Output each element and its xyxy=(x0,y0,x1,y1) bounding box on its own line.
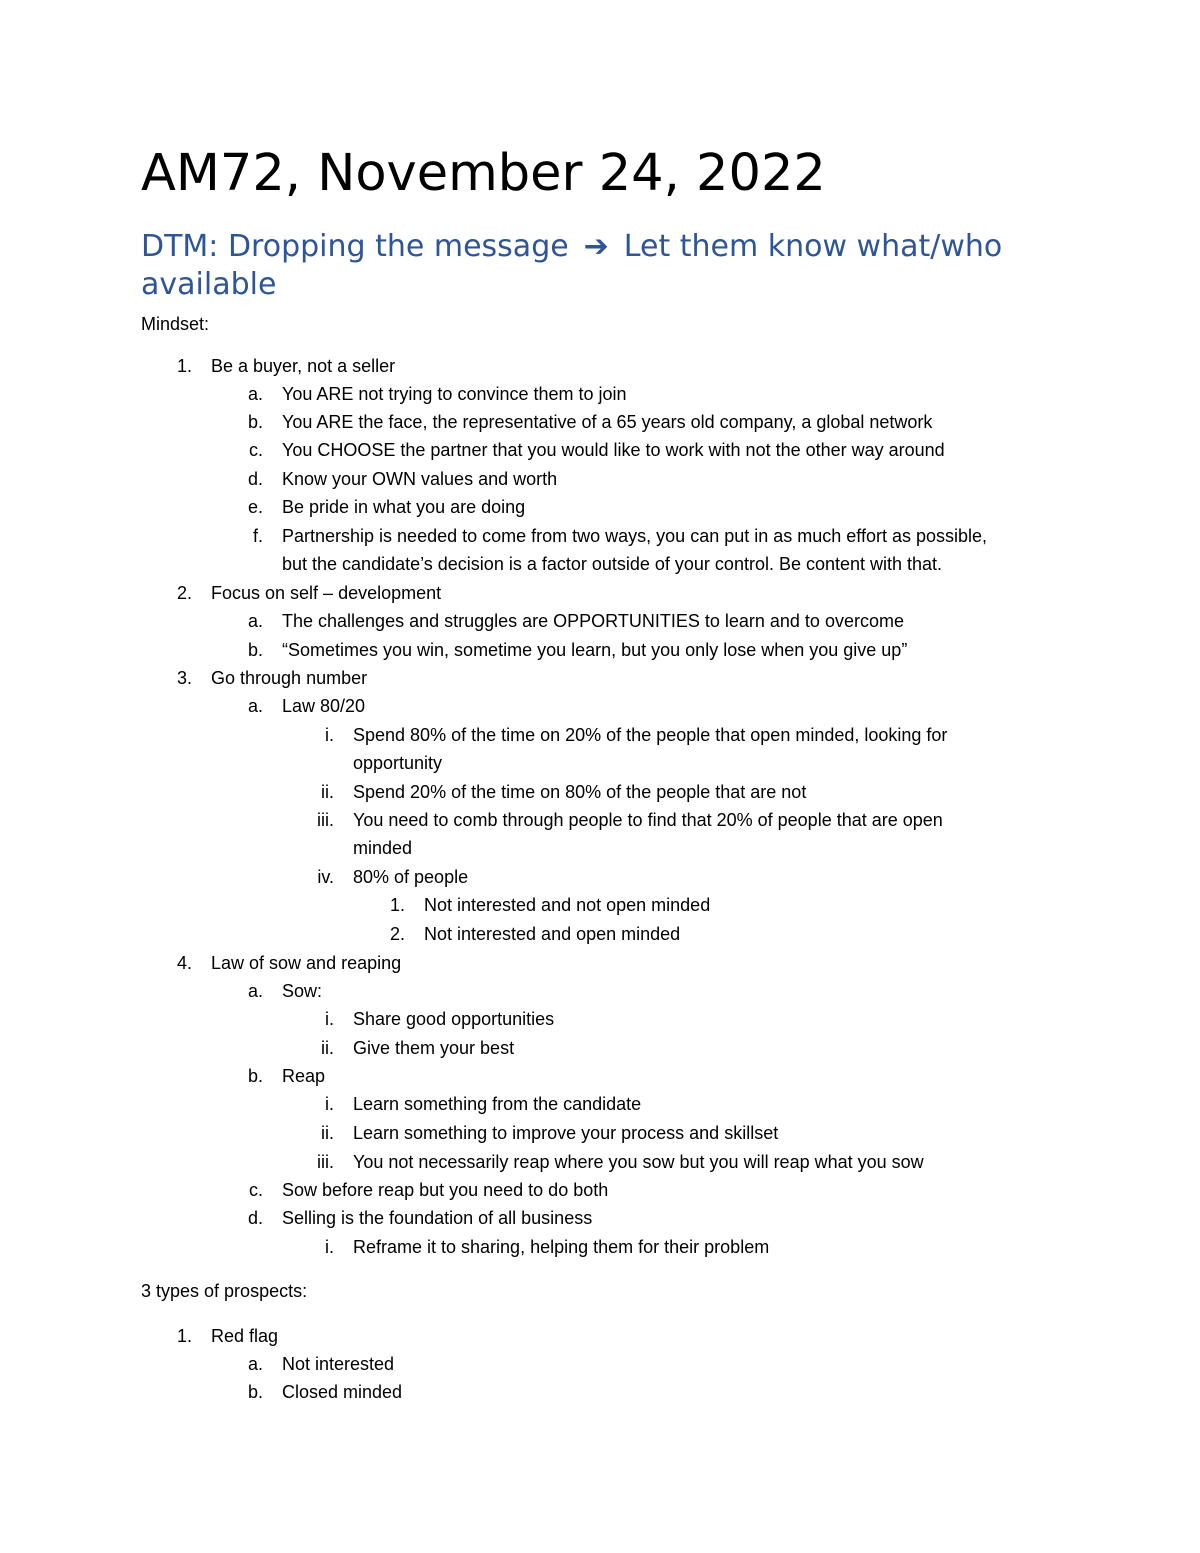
list-item xyxy=(0,436,1200,464)
list-item-text: Law of sow and reaping xyxy=(211,953,402,973)
list-marker: c. xyxy=(248,1180,263,1200)
list-item-text: Selling is the foundation of all business xyxy=(282,1208,593,1228)
list-item-text: Know your OWN values and worth xyxy=(282,469,558,489)
list-marker: iv. xyxy=(317,867,334,887)
list-item-text: Spend 20% of the time on 80% of the people that are not xyxy=(353,782,807,802)
list-marker: e. xyxy=(247,497,263,517)
list-marker: i. xyxy=(325,725,334,745)
heading-text-after: Let them know what/who available xyxy=(141,229,1003,302)
list-marker: a. xyxy=(247,696,263,716)
list-item-text: Learn something from the candidate xyxy=(353,1094,642,1114)
list-item xyxy=(0,1005,1200,1033)
list-item xyxy=(0,664,1200,692)
list-marker: 2. xyxy=(176,583,192,603)
list-item xyxy=(0,749,1200,777)
list-item xyxy=(0,721,1200,749)
list-item-text: Reframe it to sharing, helping them for their problem xyxy=(353,1237,770,1257)
list-item-text: Learn something to improve your process and skillset xyxy=(353,1123,779,1143)
list-item xyxy=(0,1204,1200,1232)
list-item xyxy=(0,1148,1200,1176)
list-item xyxy=(0,692,1200,720)
list-item xyxy=(0,493,1200,521)
list-item-text: Be a buyer, not a seller xyxy=(211,356,396,376)
list-item xyxy=(0,1176,1200,1204)
list-item-text: Not interested xyxy=(282,1354,395,1374)
list-item-text: The challenges and struggles are OPPORTUNITIES to learn and to overcome xyxy=(282,611,904,631)
list-marker: b. xyxy=(247,412,263,432)
section-heading xyxy=(141,228,1101,304)
list-item xyxy=(0,1350,1200,1378)
list-item-text: Share good opportunities xyxy=(353,1009,555,1029)
list-item xyxy=(0,834,1200,862)
list-item-text: Focus on self – development xyxy=(211,583,442,603)
list-item-text: Red flag xyxy=(211,1326,279,1346)
list-item xyxy=(0,1062,1200,1090)
list-item xyxy=(0,891,1200,919)
list-item xyxy=(0,636,1200,664)
list-marker: ii. xyxy=(321,1038,334,1058)
list-item xyxy=(0,1090,1200,1118)
list-marker: i. xyxy=(325,1094,334,1114)
list-marker: ii. xyxy=(321,1123,334,1143)
list-marker: a. xyxy=(247,611,263,631)
list-marker: c. xyxy=(248,440,263,460)
list-item-text: Sow: xyxy=(282,981,323,1001)
list-marker: f. xyxy=(252,526,263,546)
list-item-text: Go through number xyxy=(211,668,368,688)
list-marker: 2. xyxy=(389,924,405,944)
list-item-text: You need to comb through people to find that 20% of people that are open xyxy=(353,810,943,830)
list-marker: 4. xyxy=(176,953,192,973)
list-item-text: “Sometimes you win, sometime you learn, but you only lose when you give up” xyxy=(282,640,908,660)
list-item-text: Spend 80% of the time on 20% of the people that open minded, looking for xyxy=(353,725,948,745)
list-item xyxy=(0,1119,1200,1147)
list-item-text: You ARE the face, the representative of a 65 years old company, a global network xyxy=(282,412,933,432)
list-item xyxy=(0,977,1200,1005)
list-marker: iii. xyxy=(317,810,334,830)
list-marker: a. xyxy=(247,1354,263,1374)
list-item xyxy=(0,579,1200,607)
list-item-text: minded xyxy=(353,838,413,858)
list-item-text: opportunity xyxy=(353,753,443,773)
list-item-text: but the candidate’s decision is a factor outside of your control. Be content with that. xyxy=(282,554,943,574)
list-marker: b. xyxy=(247,640,263,660)
list-marker: ii. xyxy=(321,782,334,802)
list-marker: d. xyxy=(247,1208,263,1228)
mindset-label: Mindset: xyxy=(141,314,210,334)
list-marker: a. xyxy=(247,384,263,404)
list-item-text: You CHOOSE the partner that you would like to work with not the other way around xyxy=(282,440,945,460)
list-item xyxy=(0,380,1200,408)
document-title: AM72, November 24, 2022 xyxy=(141,144,826,203)
list-marker: 1. xyxy=(389,895,405,915)
list-marker: 3. xyxy=(176,668,192,688)
list-item-text: You ARE not trying to convince them to join xyxy=(282,384,627,404)
list-marker: i. xyxy=(325,1009,334,1029)
list-item-text: Closed minded xyxy=(282,1382,403,1402)
list-item xyxy=(0,522,1200,550)
list-marker: b. xyxy=(247,1382,263,1402)
list-item xyxy=(0,806,1200,834)
list-item-text: Law 80/20 xyxy=(282,696,366,716)
list-item-text: Not interested and open minded xyxy=(424,924,681,944)
list-item xyxy=(0,1233,1200,1261)
list-item-text: Give them your best xyxy=(353,1038,515,1058)
list-item xyxy=(0,352,1200,380)
list-marker: a. xyxy=(247,981,263,1001)
list-item xyxy=(0,1378,1200,1406)
list-item xyxy=(0,550,1200,578)
list-item-text: Not interested and not open minded xyxy=(424,895,711,915)
prospects-label: 3 types of prospects: xyxy=(141,1281,308,1301)
list-item xyxy=(0,1034,1200,1062)
list-item-text: Sow before reap but you need to do both xyxy=(282,1180,609,1200)
list-item xyxy=(0,863,1200,891)
list-item-text: Be pride in what you are doing xyxy=(282,497,526,517)
list-marker: 1. xyxy=(176,1326,192,1346)
list-item-text: 80% of people xyxy=(353,867,469,887)
list-marker: iii. xyxy=(317,1152,334,1172)
list-item-text: Reap xyxy=(282,1066,326,1086)
arrow-icon: ➔ xyxy=(583,229,609,264)
list-item xyxy=(0,607,1200,635)
list-item xyxy=(0,778,1200,806)
list-marker: 1. xyxy=(176,356,192,376)
list-item-text: You not necessarily reap where you sow but you will reap what you sow xyxy=(353,1152,924,1172)
list-item xyxy=(0,1322,1200,1350)
heading-text-before: DTM: Dropping the message xyxy=(141,229,569,264)
list-item xyxy=(0,949,1200,977)
list-item-text: Partnership is needed to come from two ways, you can put in as much effort as possible, xyxy=(282,526,988,546)
list-marker: b. xyxy=(247,1066,263,1086)
list-marker: i. xyxy=(325,1237,334,1257)
list-marker: d. xyxy=(247,469,263,489)
list-item xyxy=(0,465,1200,493)
list-item xyxy=(0,408,1200,436)
list-item xyxy=(0,920,1200,948)
